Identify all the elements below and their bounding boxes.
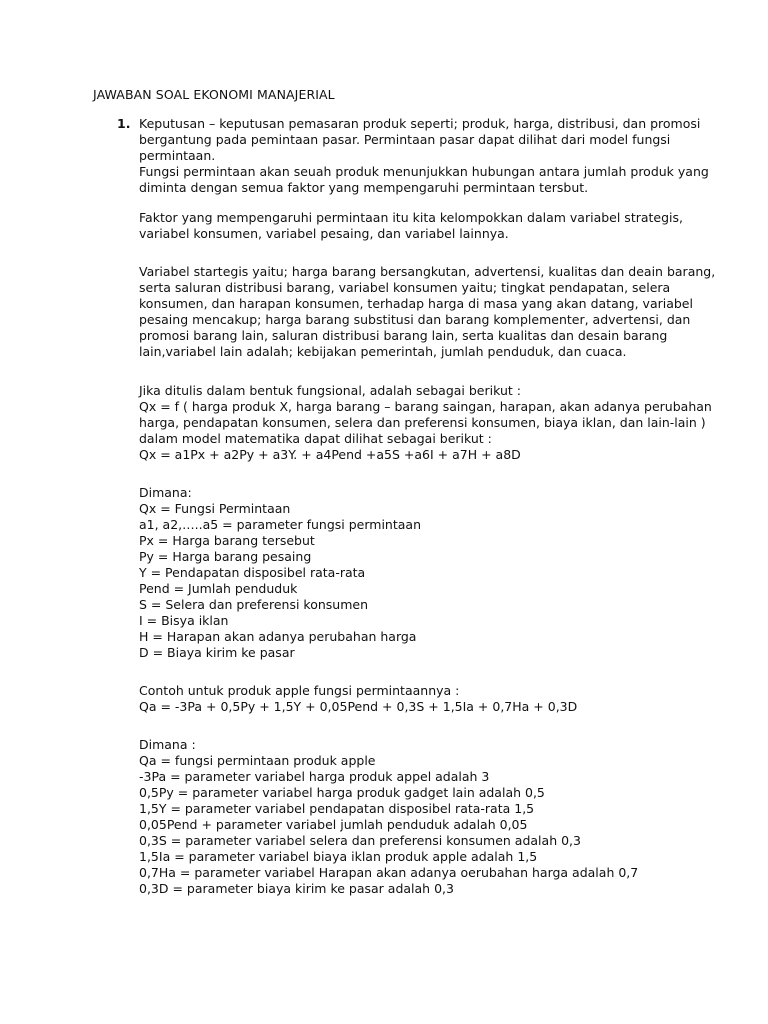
text-line: harga, pendapatan konsumen, selera dan preferensi konsumen, biaya iklan, dan lain-lain ) [139, 415, 706, 430]
text-line: 0,3D = parameter biaya kirim ke pasar adalah 0,3 [139, 881, 454, 896]
text-line: Pend = Jumlah penduduk [139, 581, 298, 596]
text-line: Faktor yang mempengaruhi permintaan itu kita kelompokkan dalam variabel strategis, [139, 210, 684, 225]
text-line: permintaan. [139, 148, 216, 163]
text-line: Qa = fungsi permintaan produk apple [139, 753, 376, 768]
text-line: bergantung pada pemintaan pasar. Permintaan pasar dapat dilihat dari model fungsi [139, 132, 671, 147]
text-line: Qa = -3Pa + 0,5Py + 1,5Y + 0,05Pend + 0,3S + 1,5Ia + 0,7Ha + 0,3D [139, 699, 578, 714]
text-line: Fungsi permintaan akan seuah produk menunjukkan hubungan antara jumlah produk yang [139, 164, 709, 179]
text-line: Py = Harga barang pesaing [139, 549, 312, 564]
text-line: a1, a2,…..a5 = parameter fungsi permintaan [139, 517, 421, 532]
document-title: JAWABAN SOAL EKONOMI MANAJERIAL [93, 87, 335, 102]
text-line: serta saluran distribusi barang, variabel konsumen yaitu; tingkat pendapatan, selera [139, 280, 671, 295]
text-line: Dimana : [139, 737, 196, 752]
text-line: Jika ditulis dalam bentuk fungsional, adalah sebagai berikut : [139, 383, 521, 398]
text-line: 0,7Ha = parameter variabel Harapan akan adanya oerubahan harga adalah 0,7 [139, 865, 639, 880]
text-line: 0,5Py = parameter variabel harga produk gadget lain adalah 0,5 [139, 785, 545, 800]
text-line: 0,05Pend + parameter variabel jumlah penduduk adalah 0,05 [139, 817, 528, 832]
text-line: dalam model matematika dapat dilihat sebagai berikut : [139, 431, 492, 446]
text-line: Qx = f ( harga produk X, harga barang – barang saingan, harapan, akan adanya perubahan [139, 399, 712, 414]
text-line: I = Bisya iklan [139, 613, 229, 628]
text-line: Variabel startegis yaitu; harga barang bersangkutan, advertensi, kualitas dan deain barang, [139, 264, 716, 279]
text-line: Keputusan – keputusan pemasaran produk seperti; produk, harga, distribusi, dan promosi [139, 116, 701, 131]
text-line: lain,variabel lain adalah; kebijakan pemerintah, jumlah penduduk, dan cuaca. [139, 344, 627, 359]
text-line: variabel konsumen, variabel pesaing, dan variabel lainnya. [139, 226, 509, 241]
text-line: Qx = a1Px + a2Py + a3Y. + a4Pend +a5S +a6I + a7H + a8D [139, 447, 521, 462]
text-line: Dimana: [139, 485, 192, 500]
text-line: diminta dengan semua faktor yang mempengaruhi permintaan tersbut. [139, 180, 589, 195]
text-line: Qx = Fungsi Permintaan [139, 501, 291, 516]
text-line: pesaing mencakup; harga barang substitusi dan barang komplementer, advertensi, dan [139, 312, 691, 327]
text-line: Px = Harga barang tersebut [139, 533, 315, 548]
text-line: S = Selera dan preferensi konsumen [139, 597, 369, 612]
text-line: -3Pa = parameter variabel harga produk appel adalah 3 [139, 769, 490, 784]
text-line: H = Harapan akan adanya perubahan harga [139, 629, 417, 644]
list-item-number: 1. [117, 116, 131, 131]
text-line: Contoh untuk produk apple fungsi permintaannya : [139, 683, 460, 698]
text-line: 0,3S = parameter variabel selera dan preferensi konsumen adalah 0,3 [139, 833, 581, 848]
text-line: promosi barang lain, saluran distribusi barang lain, serta kualitas dan desain barang [139, 328, 668, 343]
text-line: Y = Pendapatan disposibel rata-rata [139, 565, 366, 580]
text-line: D = Biaya kirim ke pasar [139, 645, 295, 660]
text-line: 1,5Ia = parameter variabel biaya iklan produk apple adalah 1,5 [139, 849, 538, 864]
text-line: 1,5Y = parameter variabel pendapatan disposibel rata-rata 1,5 [139, 801, 535, 816]
text-line: konsumen, dan harapan konsumen, terhadap harga di masa yang akan datang, variabel [139, 296, 693, 311]
